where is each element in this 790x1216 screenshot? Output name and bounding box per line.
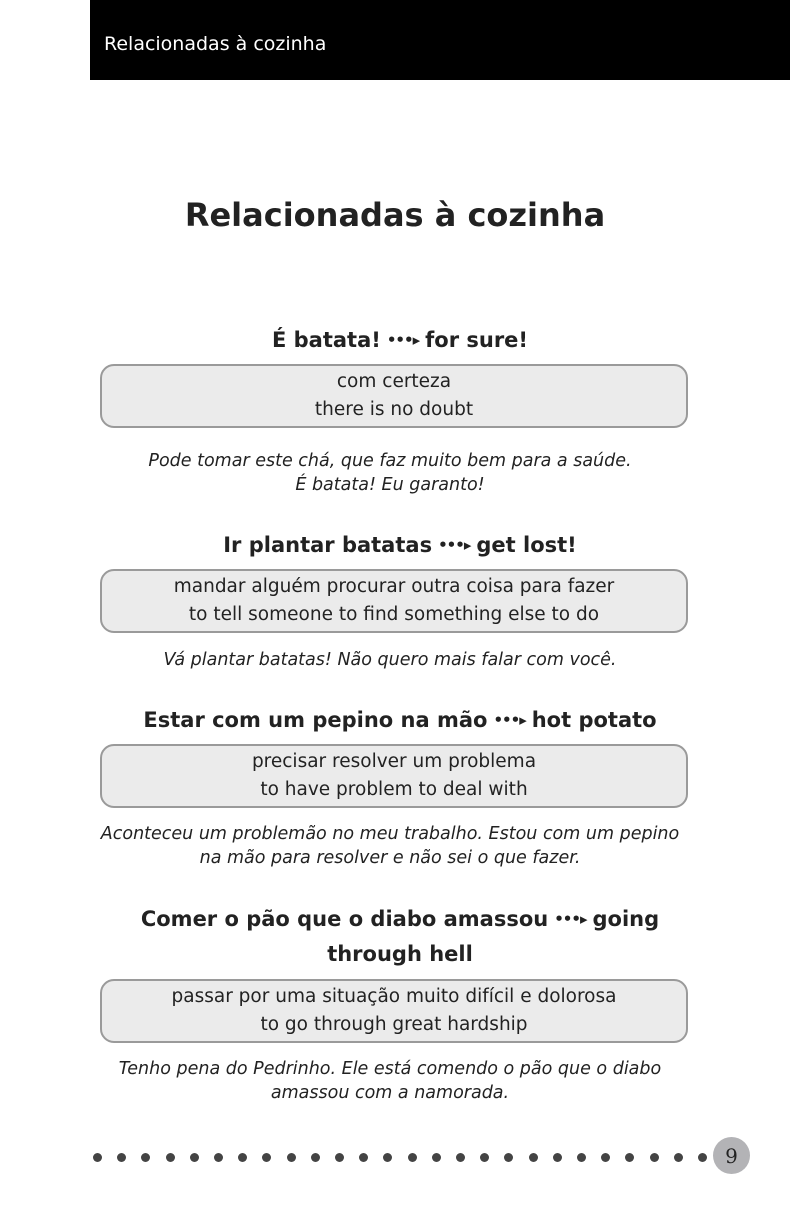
- expression: Ir plantar batatas: [223, 533, 433, 557]
- example-line: amassou com a namorada.: [270, 1083, 510, 1103]
- translation: hot potato: [531, 708, 657, 732]
- page-title: Relacionadas à cozinha: [184, 196, 606, 234]
- dot: [529, 1153, 538, 1162]
- idiom-heading: [90, 323, 710, 358]
- example-line: É batata! Eu garanto!: [295, 475, 485, 495]
- idiom-entry: [90, 703, 710, 868]
- dot: [480, 1153, 489, 1162]
- example-line: Aconteceu um problemão no meu trabalho. Estou com um pepino: [100, 824, 680, 844]
- dot: [335, 1153, 344, 1162]
- dot: [553, 1153, 562, 1162]
- arrow-icon: •••▸: [554, 910, 587, 928]
- example: [90, 648, 690, 672]
- dot: [214, 1153, 223, 1162]
- arrow-icon: •••▸: [438, 536, 471, 554]
- dot: [432, 1153, 441, 1162]
- example-line: na mão para resolver e não sei o que fazer.: [199, 848, 581, 868]
- idiom-heading: [93, 902, 708, 972]
- idiom-entry: [90, 528, 710, 670]
- meaning-pt: precisar resolver um problema: [251, 751, 537, 772]
- dot: [674, 1153, 683, 1162]
- expression: Estar com um pepino na mão: [143, 708, 488, 732]
- translation: for sure!: [425, 328, 528, 352]
- running-title: Relacionadas à cozinha: [104, 33, 327, 55]
- page-number: 9: [713, 1137, 750, 1174]
- meaning-box: [100, 569, 688, 633]
- meaning-pt: mandar alguém procurar outra coisa para fazer: [173, 576, 615, 597]
- dot: [262, 1153, 271, 1162]
- dot: [456, 1153, 465, 1162]
- translation: get lost!: [476, 533, 577, 557]
- running-header: [90, 0, 790, 80]
- expression: Comer o pão que o diabo amassou: [140, 907, 549, 931]
- idiom-entry: [90, 902, 710, 1103]
- arrow-icon: •••▸: [493, 711, 526, 729]
- example-line: Tenho pena do Pedrinho. Ele está comendo o pão que o diabo: [118, 1059, 662, 1079]
- meaning-box: [100, 979, 688, 1043]
- dot: [408, 1153, 417, 1162]
- expression: É batata!: [271, 328, 381, 352]
- example-line: Pode tomar este chá, que faz muito bem para a saúde.: [148, 451, 632, 471]
- dot: [287, 1153, 296, 1162]
- example: [90, 449, 690, 497]
- meaning-en: there is no doubt: [314, 399, 474, 420]
- dot: [359, 1153, 368, 1162]
- example-line: Vá plantar batatas! Não quero mais falar com você.: [163, 650, 617, 670]
- dot: [698, 1153, 707, 1162]
- idiom-heading: [90, 528, 710, 563]
- dot: [141, 1153, 150, 1162]
- dot: [117, 1153, 126, 1162]
- dot: [190, 1153, 199, 1162]
- translation: going through hell: [327, 907, 660, 966]
- dot: [166, 1153, 175, 1162]
- meaning-box: [100, 744, 688, 808]
- arrow-icon: •••▸: [386, 331, 420, 349]
- meaning-en: to tell someone to find something else to do: [188, 604, 600, 625]
- meaning-pt: com certeza: [336, 371, 452, 392]
- dot: [577, 1153, 586, 1162]
- meaning-en: to go through great hardship: [260, 1014, 528, 1035]
- idiom-heading: [90, 703, 710, 738]
- dot: [93, 1153, 102, 1162]
- dot: [504, 1153, 513, 1162]
- dot: [650, 1153, 659, 1162]
- meaning-en: to have problem to deal with: [260, 779, 528, 800]
- dot: [311, 1153, 320, 1162]
- dot: [601, 1153, 610, 1162]
- dot: [238, 1153, 247, 1162]
- dot: [625, 1153, 634, 1162]
- dot: [383, 1153, 392, 1162]
- example: [90, 1057, 690, 1105]
- meaning-pt: passar por uma situação muito difícil e dolorosa: [171, 986, 617, 1007]
- meaning-box: [100, 364, 688, 428]
- idiom-entry: [90, 323, 710, 495]
- example: [85, 822, 695, 870]
